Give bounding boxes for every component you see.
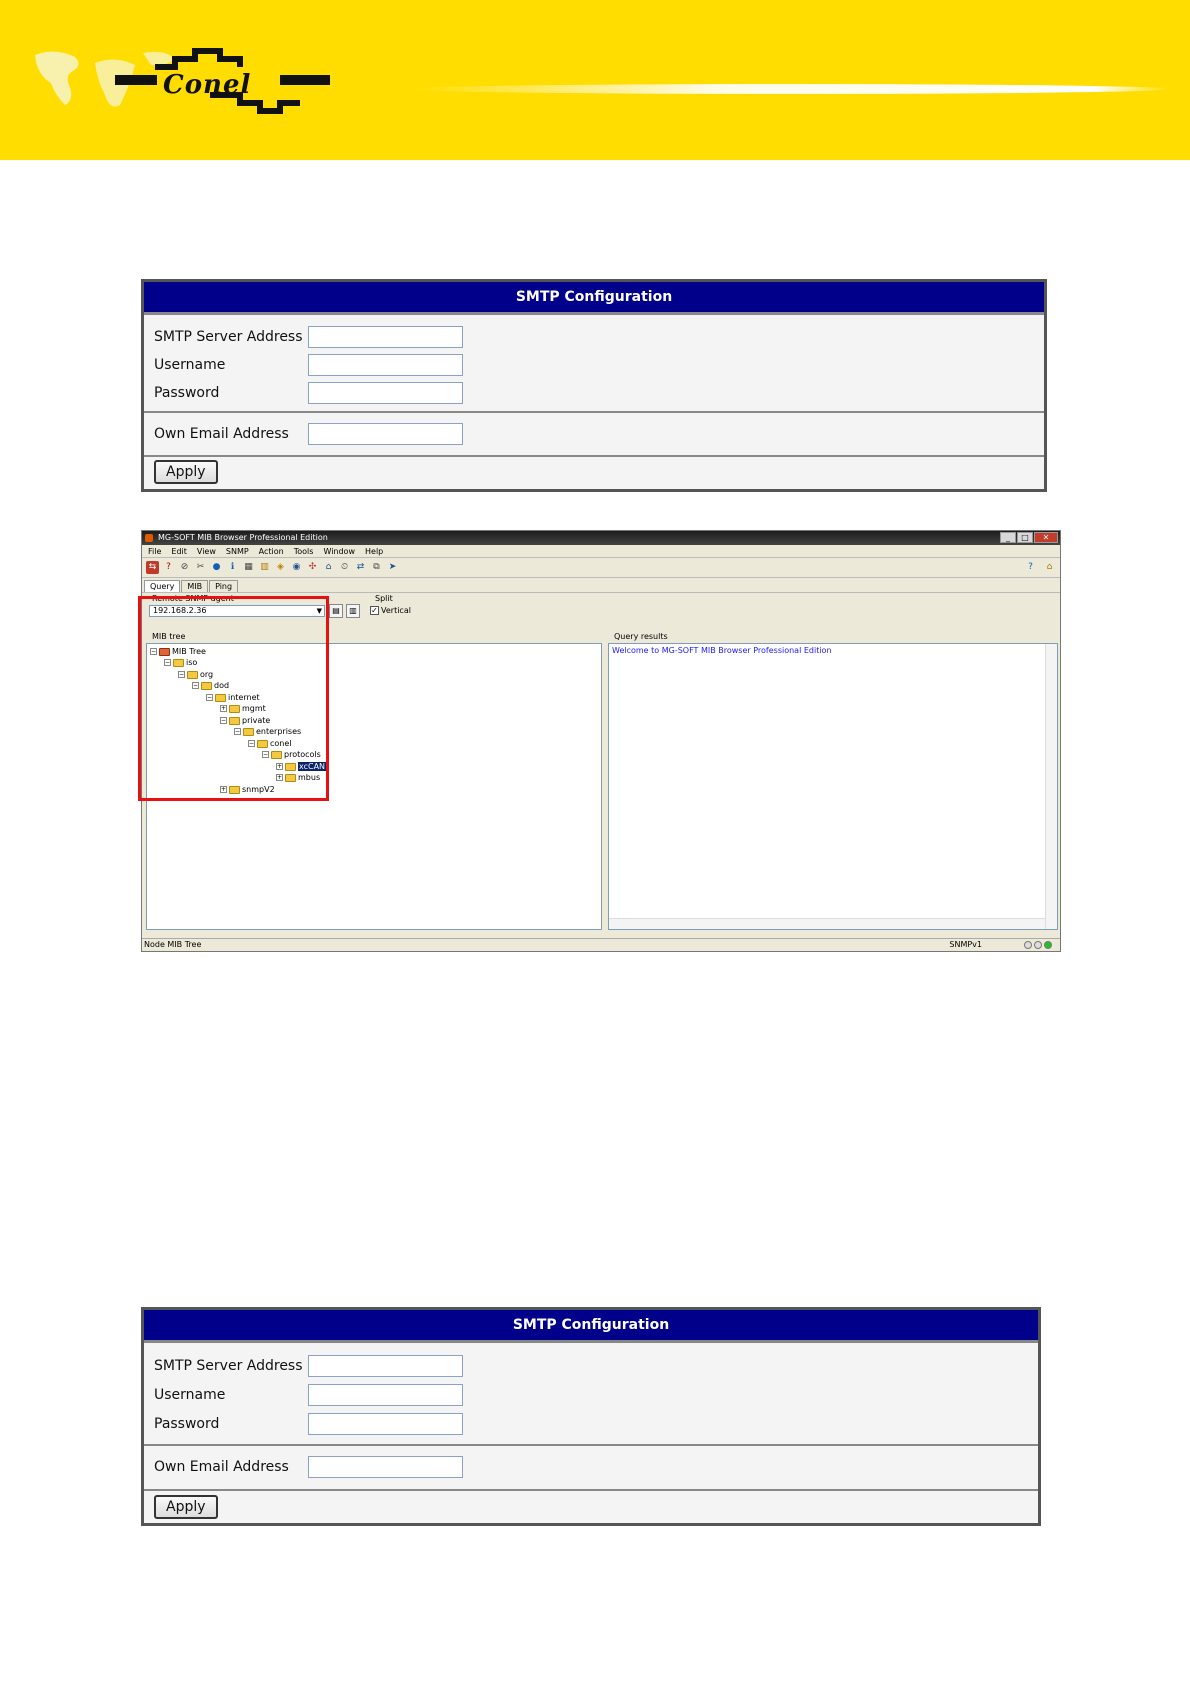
- own-email-address-label: Own Email Address: [154, 426, 289, 442]
- tree-expander-icon[interactable]: −: [249, 740, 255, 747]
- banner-streak: [410, 84, 1170, 94]
- password-input[interactable]: [308, 1413, 463, 1435]
- close-icon[interactable]: ✕: [1034, 532, 1058, 543]
- username-label: Username: [154, 357, 226, 373]
- smtp-server-address-label: SMTP Server Address: [154, 329, 303, 345]
- menu-window[interactable]: Window: [323, 547, 355, 556]
- vertical-label: Vertical: [381, 606, 411, 615]
- menu-file[interactable]: File: [148, 547, 162, 556]
- own-email-address-input[interactable]: [308, 423, 463, 445]
- tree-expander-icon[interactable]: +: [277, 774, 283, 781]
- ping-icon[interactable]: ◉: [292, 562, 301, 572]
- globe-icon[interactable]: ●: [212, 562, 221, 572]
- menu-action[interactable]: Action: [258, 547, 284, 556]
- header-banner: [0, 0, 1190, 160]
- tree-expander-icon[interactable]: −: [179, 671, 185, 678]
- agent-icon[interactable]: ⇆: [146, 561, 159, 574]
- smtp-config-title: SMTP Configuration: [144, 282, 1044, 315]
- maximize-icon[interactable]: □: [1017, 532, 1033, 543]
- tree-node-label: iso: [186, 658, 198, 667]
- menu-tools[interactable]: Tools: [293, 547, 314, 556]
- tree-node-label: dod: [214, 681, 230, 690]
- tree-expander-icon[interactable]: −: [165, 659, 171, 666]
- remote-agent-label: Remote SNMP agent: [152, 594, 234, 603]
- help-icon[interactable]: ?: [1028, 562, 1033, 572]
- menu-snmp[interactable]: SNMP: [225, 547, 249, 556]
- tree-node-label: MIB Tree: [172, 647, 206, 656]
- led-icon: [1034, 941, 1042, 949]
- tree-node-label: org: [200, 670, 214, 679]
- smtp-server-address-input[interactable]: [308, 1355, 463, 1377]
- vertical-checkbox[interactable]: ✓: [371, 606, 378, 615]
- own-email-address-label: Own Email Address: [154, 1459, 289, 1475]
- grid-icon[interactable]: ✣: [308, 562, 317, 572]
- password-input[interactable]: [308, 382, 463, 404]
- password-label: Password: [154, 1415, 220, 1432]
- snmp-version: SNMPv1: [949, 940, 982, 949]
- tree-node-label: mbus: [298, 773, 321, 782]
- tree-node-label: private: [242, 716, 271, 725]
- own-email-address-input[interactable]: [308, 1456, 463, 1478]
- mib-title-bar: [142, 531, 1060, 545]
- tools-icon[interactable]: ✂: [196, 562, 205, 572]
- table-icon[interactable]: ▦: [244, 562, 253, 572]
- tab-query[interactable]: Query: [144, 580, 180, 592]
- mib-window-title: MG-SOFT MIB Browser Professional Edition: [158, 533, 328, 542]
- tree-expander-icon[interactable]: −: [151, 648, 157, 655]
- smtp-server-section: [144, 315, 1044, 413]
- username-input[interactable]: [308, 1384, 463, 1406]
- remote-agent-value: 192.168.2.36: [153, 606, 207, 615]
- smtp-server-address-label: SMTP Server Address: [154, 1357, 303, 1374]
- menu-edit[interactable]: Edit: [171, 547, 187, 556]
- tree-node-label: mgmt: [242, 704, 266, 713]
- smtp-server-address-input[interactable]: [308, 326, 463, 348]
- menu-help[interactable]: Help: [365, 547, 384, 556]
- tree-node-label: snmpV2: [242, 785, 275, 794]
- tree-expander-icon[interactable]: −: [235, 728, 241, 735]
- agent-list-icon[interactable]: ▥: [346, 604, 360, 618]
- query-results-label: Query results: [614, 632, 668, 641]
- walk-icon[interactable]: ⇄: [356, 562, 365, 572]
- chart-icon[interactable]: ▥: [260, 562, 269, 572]
- stop-icon[interactable]: ⊘: [180, 562, 189, 572]
- username-input[interactable]: [308, 354, 463, 376]
- tab-mib[interactable]: MIB: [181, 580, 208, 592]
- tab-ping[interactable]: Ping: [209, 580, 238, 592]
- own-email-section: [144, 1446, 1038, 1491]
- smtp-server-section: [144, 1343, 1038, 1446]
- mib-tree-label: MIB tree: [152, 632, 186, 641]
- info-icon[interactable]: ℹ: [230, 562, 235, 572]
- vertical-checkbox-row[interactable]: [370, 606, 411, 615]
- own-email-section: [144, 413, 1044, 457]
- tree-expander-icon[interactable]: −: [221, 717, 227, 724]
- tree-expander-icon[interactable]: +: [277, 763, 283, 770]
- export-icon[interactable]: ⧉: [373, 562, 380, 572]
- mib-toolbar: [142, 558, 1060, 578]
- agent-properties-icon[interactable]: ▤: [329, 604, 343, 618]
- password-label: Password: [154, 385, 220, 401]
- query-results-pane[interactable]: [608, 643, 1058, 930]
- send-icon[interactable]: ➤: [388, 562, 397, 572]
- apply-section: [144, 457, 1044, 489]
- tree-node-label: protocols: [284, 750, 321, 759]
- vertical-scrollbar[interactable]: [1045, 644, 1057, 929]
- apply-button[interactable]: Apply: [154, 460, 218, 484]
- query-icon[interactable]: ?: [166, 562, 171, 572]
- smtp-config-form-1: [141, 279, 1047, 492]
- mib-tabs: [142, 578, 1060, 592]
- tree-expander-icon[interactable]: +: [221, 705, 227, 712]
- menu-view[interactable]: View: [196, 547, 216, 556]
- trap-icon[interactable]: ◈: [277, 562, 284, 572]
- tree-node-label: enterprises: [256, 727, 302, 736]
- led-icon: [1044, 941, 1052, 949]
- mib-menu-bar: [142, 545, 1060, 558]
- welcome-text: Welcome to MG-SOFT MIB Browser Professional Edition: [612, 646, 832, 655]
- status-leds: [1024, 941, 1052, 949]
- home-icon[interactable]: ⌂: [1046, 562, 1053, 572]
- apply-section: [144, 1491, 1038, 1525]
- smtp-config-form-2: [141, 1307, 1041, 1526]
- apply-button[interactable]: Apply: [154, 1495, 218, 1519]
- split-label: Split: [375, 594, 393, 603]
- highlight-box: [138, 596, 329, 801]
- horizontal-scrollbar[interactable]: [609, 918, 1045, 929]
- logo-text: Conel: [163, 70, 252, 100]
- tree-expander-icon[interactable]: −: [207, 694, 213, 701]
- tree-node-label: conel: [270, 739, 292, 748]
- status-text: Node MIB Tree: [144, 940, 202, 949]
- led-icon: [1024, 941, 1032, 949]
- smtp-config-title: SMTP Configuration: [144, 1310, 1038, 1343]
- tree-expander-icon[interactable]: −: [263, 751, 269, 758]
- username-label: Username: [154, 1386, 226, 1403]
- history-icon[interactable]: ⏲: [340, 562, 349, 572]
- tree-expander-icon[interactable]: −: [193, 682, 199, 689]
- status-bar: [142, 938, 1060, 951]
- tree-node-label-selected: xcCAN: [299, 762, 326, 771]
- minimize-icon[interactable]: _: [1000, 532, 1016, 543]
- discover-icon[interactable]: ⌂: [325, 562, 332, 572]
- tree-node-label: internet: [228, 693, 260, 702]
- chevron-down-icon: ▼: [316, 607, 322, 615]
- app-icon: [145, 534, 153, 542]
- tree-expander-icon[interactable]: +: [221, 786, 227, 793]
